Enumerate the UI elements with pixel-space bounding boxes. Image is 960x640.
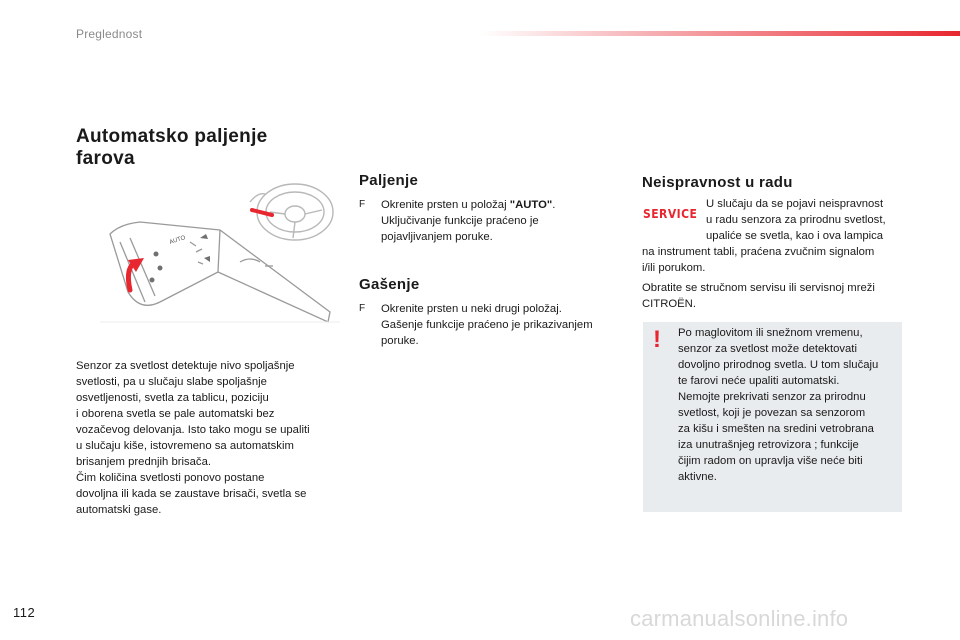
warning-line: čijim radom on upravlja više neće biti: [678, 455, 863, 467]
malfunction-text-right: [706, 196, 906, 244]
intro-line: vozačevog delovanja. Isto tako mogu se upaliti: [76, 424, 310, 436]
malfunction-line: i/ili porukom.: [642, 262, 706, 274]
malfunction-line: u radu senzora za prirodnu svetlost,: [706, 214, 886, 226]
warning-line: Nemojte prekrivati senzor za prirodnu: [678, 391, 866, 403]
page-number: 112: [13, 605, 36, 620]
warning-line: svetlost, koji je povezan sa senzorom: [678, 407, 866, 419]
intro-line: svetlosti, pa u slučaju slabe spoljašnje: [76, 376, 267, 388]
intro-line: u slučaju kiše, istovremeno sa automatskim: [76, 440, 294, 452]
rotation-arrow-icon: [128, 258, 144, 290]
page-title: [76, 126, 268, 170]
section-label: Preglednost: [76, 27, 143, 41]
bullet-marker: F: [359, 199, 366, 210]
malfunction-text-full: [642, 244, 907, 276]
light-stalk-illustration: [100, 172, 340, 332]
malfunction-heading: Neispravnost u radu: [642, 174, 793, 191]
intro-line: Senzor za svetlost detektuje nivo spoljašnje: [76, 360, 295, 372]
warning-line: te farovi neće upaliti automatski.: [678, 375, 840, 387]
light-stalk-icon: [110, 222, 330, 322]
intro-line: osvetljenosti, svetla za tablicu, poziciju: [76, 392, 269, 404]
intro-line: brisanjem prednjih brisača.: [76, 456, 212, 468]
advice-line: Obratite se stručnom servisu ili servisnoj mreži: [642, 282, 875, 294]
exclamation-warning-icon: !: [653, 326, 661, 353]
service-warning-lamp-icon: SERVICE: [643, 207, 698, 221]
switch-on-line-3: pojavljivanjem poruke.: [381, 231, 493, 243]
header-accent-bar: [480, 31, 960, 36]
malfunction-line: na instrument tabli, praćena zvučnim signalom: [642, 246, 875, 258]
intro-line: Čim količina svetlosti ponovo postane: [76, 472, 265, 484]
bullet-marker: F: [359, 303, 366, 314]
warning-line: dovoljno prirodnog svetla. U tom slučaju: [678, 359, 879, 371]
intro-line: automatski gase.: [76, 504, 162, 516]
switch-off-instruction: [359, 301, 621, 349]
switch-off-heading: Gašenje: [359, 276, 420, 293]
warning-line: iza unutrašnjeg retrovizora ; funkcije: [678, 439, 859, 451]
warning-line: za kišu i smešten na sredini vetrobrana: [678, 423, 874, 435]
intro-line: dovoljna ili kada se zaustave brisači, svetla se: [76, 488, 307, 500]
advice-line: CITROËN.: [642, 298, 696, 310]
switch-off-line: Gašenje funkcije praćeno je prikazivanjem: [381, 319, 593, 331]
switch-on-line-1: Okrenite prsten u položaj "AUTO".: [381, 199, 556, 211]
warning-line: senzor za svetlost može detektovati: [678, 343, 857, 355]
intro-paragraph: [76, 358, 338, 518]
auto-ring-label: AUTO: [168, 235, 187, 246]
stalk-pointer-line: [252, 210, 272, 215]
switch-off-line: poruke.: [381, 335, 419, 347]
switch-on-line-2: Uključivanje funkcije praćeno je: [381, 215, 539, 227]
intro-line: i oborena svetla se pale automatski bez: [76, 408, 275, 420]
warning-line: aktivne.: [678, 471, 717, 483]
malfunction-line: upaliće se svetla, kao i ova lampica: [706, 230, 884, 242]
switch-on-heading: Paljenje: [359, 172, 419, 189]
site-watermark: carmanualsonline.info: [630, 606, 849, 631]
switch-off-line: Okrenite prsten u neki drugi položaj.: [381, 303, 562, 315]
malfunction-advice: [642, 280, 907, 312]
title-line-2: farova: [76, 148, 135, 169]
title-line-1: Automatsko paljenje: [76, 126, 268, 147]
warning-line: Po maglovitom ili snežnom vremenu,: [678, 327, 863, 339]
warning-note-text: [678, 325, 900, 485]
switch-on-instruction: [359, 197, 619, 245]
malfunction-line: U slučaju da se pojavi neispravnost: [706, 198, 884, 210]
